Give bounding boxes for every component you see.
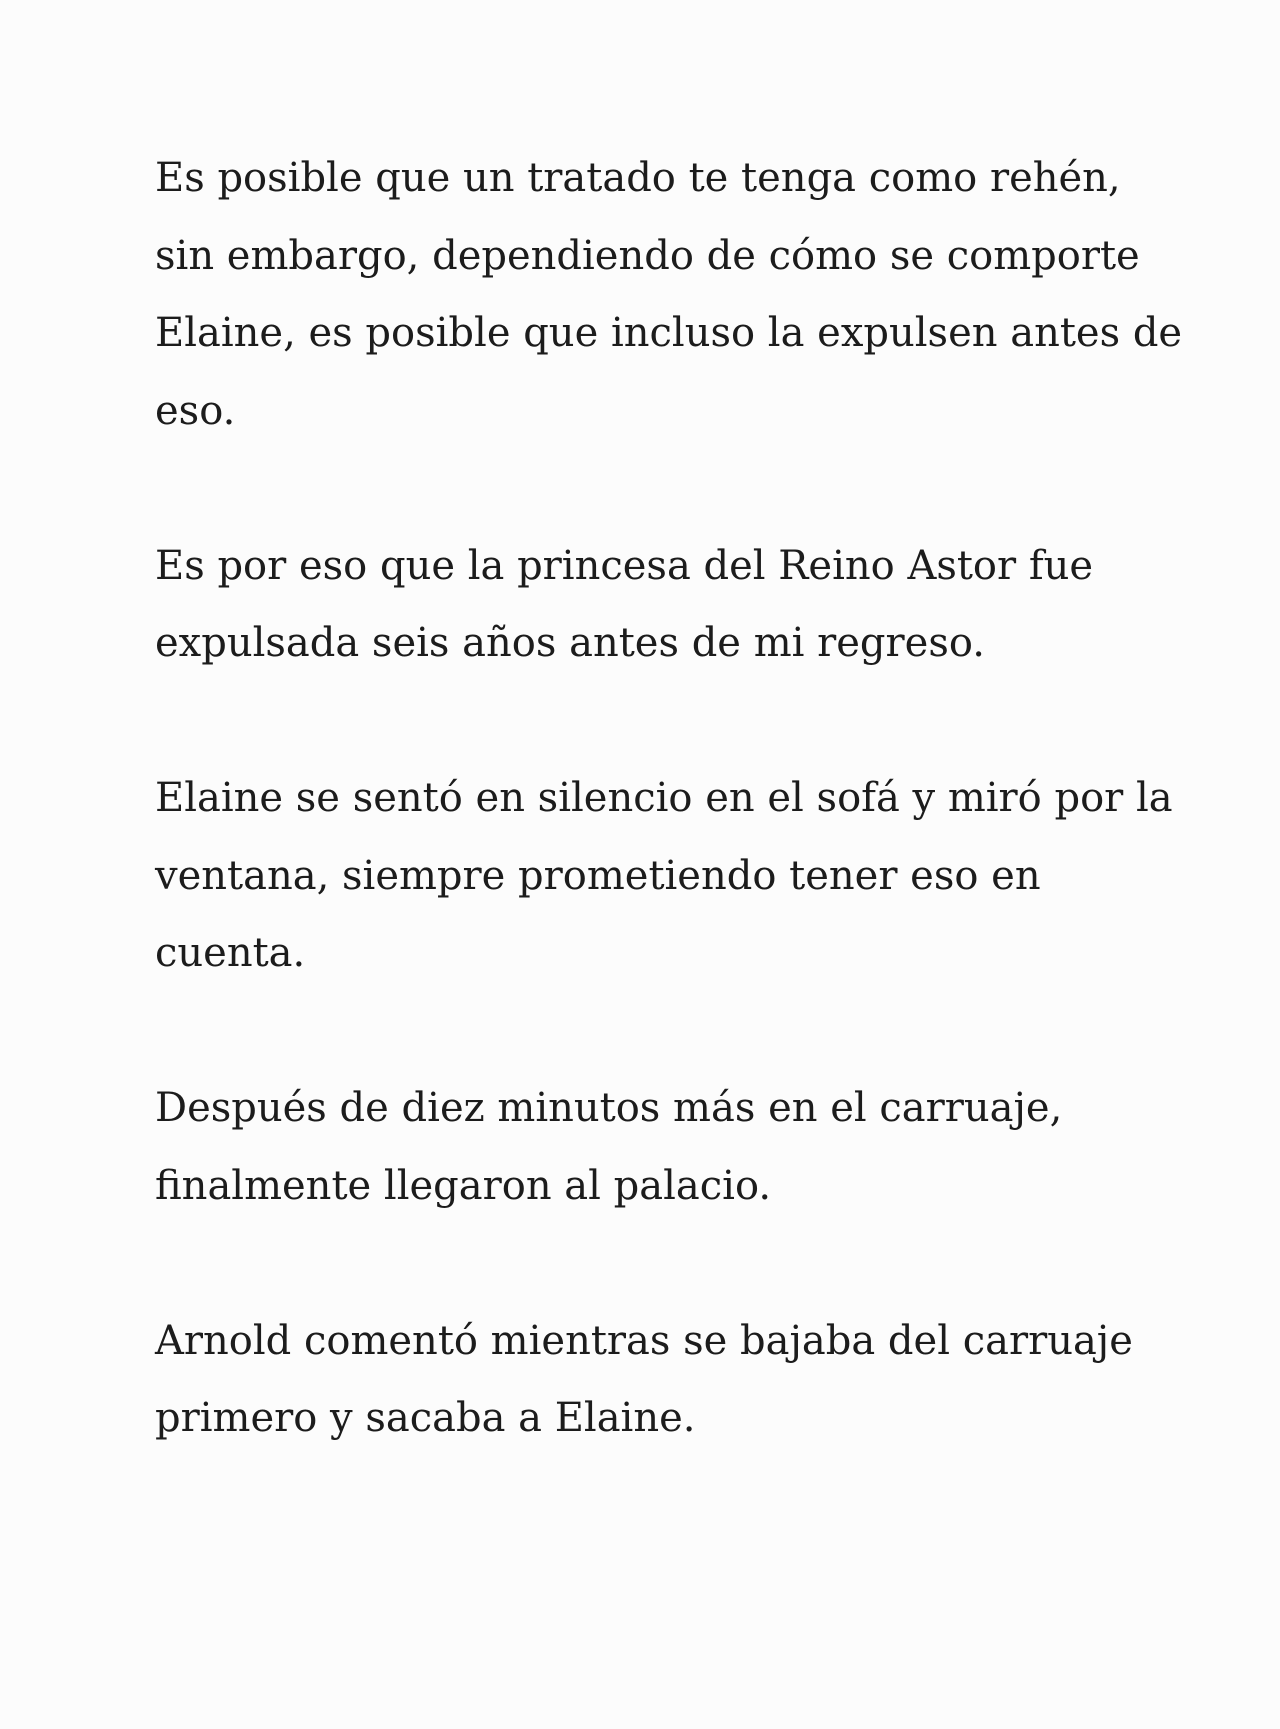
text-line: eso. xyxy=(155,387,236,434)
text-line: finalmente llegaron al palacio. xyxy=(155,1162,772,1209)
paragraph-3 xyxy=(155,760,1173,993)
text-line: Después de diez minutos más en el carruaje, xyxy=(155,1085,1063,1131)
paragraph-5 xyxy=(155,1303,1145,1458)
paragraph-4 xyxy=(155,1070,1145,1225)
text-line: Elaine, es posible que incluso la expulsen antes de xyxy=(155,310,1183,356)
text-line: sin embargo, dependiendo de cómo se comporte xyxy=(155,232,1140,279)
text-line: ventana, siempre prometiendo tener eso en xyxy=(155,852,1041,899)
text-body xyxy=(155,140,1183,1535)
paragraph-1 xyxy=(155,140,1183,450)
text-line: primero y sacaba a Elaine. xyxy=(155,1395,696,1441)
paragraph-2 xyxy=(155,528,1145,683)
text-line: Es posible que un tratado te tenga como rehén, xyxy=(155,155,1121,201)
text-line: expulsada seis años antes de mi regreso. xyxy=(155,620,985,666)
text-line: Elaine se sentó en silencio en el sofá y miró por la xyxy=(155,775,1173,821)
text-line: cuenta. xyxy=(155,930,306,976)
text-line: Arnold comentó mientras se bajaba del carruaje xyxy=(155,1317,1133,1364)
text-line: Es por eso que la princesa del Reino Astor fue xyxy=(155,542,1094,589)
